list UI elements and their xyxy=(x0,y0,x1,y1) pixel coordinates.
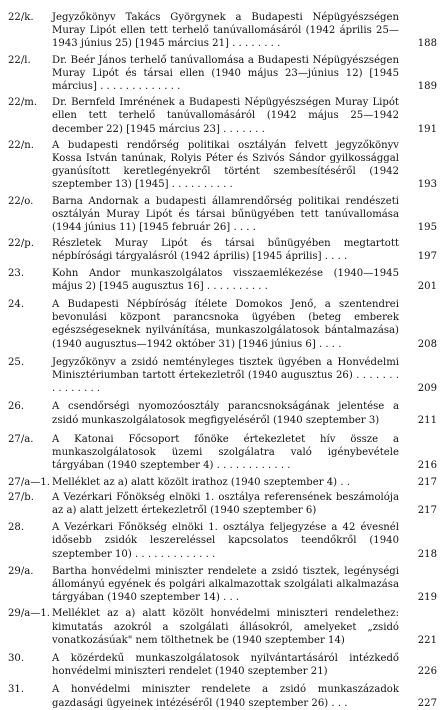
entry-page-number: 219 xyxy=(417,592,437,604)
entry-title: A honvédelmi miniszter rendelete a zsidó munkaszázadok gazdasági ügyeinek intézéséről (1940 szeptember 26) . . . xyxy=(52,684,399,709)
entry-page-number: 193 xyxy=(417,179,437,191)
entry-page-number: 197 xyxy=(417,251,437,263)
entry-number: 22/n. xyxy=(8,139,34,151)
entry-title: A közérdekű munkaszolgálatosok nyilvántartásáról intézkedő honvédelmi miniszteri rendelet (1940 szeptember 21) xyxy=(52,652,399,678)
entry-title: Jegyzőkönyv a zsidó nemtényleges tisztek ügyében a Honvédelmi Minisztériumban tartott értekezletről (1940 augusztus 26) . . . . . . . . . . . . . . . xyxy=(52,356,399,395)
entry-number: 27/a. xyxy=(8,433,34,445)
toc-entry xyxy=(0,195,447,235)
toc-entry xyxy=(0,521,447,561)
entry-number: 26. xyxy=(8,401,25,413)
toc-entry xyxy=(0,652,447,678)
entry-page-number: 201 xyxy=(417,280,437,292)
toc-entry xyxy=(0,491,447,517)
toc-entry xyxy=(0,476,447,489)
toc-entry xyxy=(0,400,447,426)
entry-page-number: 189 xyxy=(417,81,437,93)
toc-entry xyxy=(0,433,447,473)
toc-entry xyxy=(0,356,447,396)
entry-page-number: 208 xyxy=(417,338,437,350)
entry-page-number: 188 xyxy=(417,38,437,50)
entry-page-number: 217 xyxy=(417,476,437,488)
entry-number: 31. xyxy=(8,684,25,696)
toc-entry xyxy=(0,96,447,136)
entry-page-number: 227 xyxy=(417,697,437,709)
entry-page-number: 195 xyxy=(417,222,437,234)
entry-number: 29/a—1. xyxy=(8,608,50,620)
entry-number: 27/a—1. xyxy=(8,476,50,488)
toc-entry xyxy=(0,298,447,351)
toc-entry xyxy=(0,139,447,192)
entry-number: 30. xyxy=(8,652,25,664)
entry-title: A csendőrségi nyomozóosztály parancsnokságának jelentése a zsidó munkaszolgálatosok megfigyeléséről (1940 szeptember 3) xyxy=(52,401,399,426)
entry-number: 23. xyxy=(8,267,25,279)
entry-title: Melléklet az a) alatt közölt irathoz (1940 szeptember 4) . . xyxy=(52,476,350,488)
entry-page-number: 191 xyxy=(417,123,437,135)
entry-page-number: 221 xyxy=(417,634,437,646)
entry-number: 29/a. xyxy=(8,565,34,577)
entry-title: Barna Andornak a budapesti államrendőrség politikai rendészeti osztályán Muray Lipót és társai bűnügyében tett tanúvallomása (1944 június 11) [1945 február 26] . . . . xyxy=(52,195,399,234)
entry-title: A Vezérkari Főnökség elnöki 1. osztálya referensének beszámolója az a) alatt jelzett értekezletről (1940 szeptember 6) xyxy=(52,491,399,516)
entry-number: 27/b. xyxy=(8,491,34,503)
entry-page-number: 216 xyxy=(417,460,437,472)
entry-title: Kohn Andor munkaszolgálatos visszaemlékezése (1940—1945 május 2) [1945 augusztus 16] . . . . . . . . . . xyxy=(52,267,399,292)
entry-title: A Katonai Főcsoport főnöke értekezletet hív össze a munkaszolgálatosok üzemi szolgálatra való igénybevétele tárgyában (1940 szeptember 4) . . . . . . . . . . . . xyxy=(52,433,399,472)
entry-page-number: 209 xyxy=(417,383,437,395)
entry-title: Dr. Beér János terhelő tanúvallomása a Budapesti Népügyészségen Muray Lipót és társai ellen (1940 május 23—június 12) [1945 március] . . . . . . . . . . . . . xyxy=(52,54,399,93)
toc-entry xyxy=(0,607,447,647)
entry-page-number: 217 xyxy=(417,504,437,516)
entry-page-number: 218 xyxy=(417,548,437,560)
entry-number: 25. xyxy=(8,356,25,368)
entry-number: 22/k. xyxy=(8,12,34,23)
entry-title: Jegyzőkönyv Takács Györgynek a Budapesti Népügyészségen Muray Lipót ellen tett terhelő tanúvallomásáról (1942 április 25—1943 június 25) [1945 március 21] . . . . . . . . xyxy=(52,12,399,50)
entry-title: A Vezérkari Főnökség elnöki 1. osztálya feljegyzése a 42 évesnél idősebb zsidók leszereléssel kapcsolatos teendőkről (1940 szeptember 10) . . . . . . . . . . . . . xyxy=(52,522,399,560)
entry-number: 24. xyxy=(8,299,25,311)
toc-entry xyxy=(0,11,447,51)
entry-title: A Budapesti Népbíróság ítélete Domokos Jenő, a szentendrei bevonulási központ parancsnoka ügyében (beteg emberek egészségeseknek nyilvánítása, munkaszolgálatosok bántalmazása) (1940 augusztus—1942 október 31) [1946 június 6] . . . . xyxy=(52,299,399,350)
entry-page-number: 211 xyxy=(417,414,437,426)
toc-entry xyxy=(0,54,447,94)
entry-title: A budapesti rendőrség politikai osztályán felvett jegyzőkönyv Kossa István tanúnak, Rolyis Péter és Szivós Sándor gyilkossággal gyanúsított keretlegényekről történt szembesítéséről (1942 szeptember 13) [1945] . . . . . . . . . . xyxy=(52,139,399,191)
entry-number: 22/l. xyxy=(8,54,31,66)
entry-number: 22/m. xyxy=(8,97,38,109)
toc-entry xyxy=(0,683,447,709)
entry-number: 22/p. xyxy=(8,238,34,250)
entry-page-number: 226 xyxy=(417,666,437,678)
toc-entry xyxy=(0,267,447,293)
entry-title: Melléklet az a) alatt közölt honvédelmi miniszteri rendelethez: kimutatás azokról a szolgálati állásokról, amelyeket „zsidó vonatkozásúak" nem tölthetnek be (1940 szeptember 14) xyxy=(52,608,399,646)
entry-number: 22/o. xyxy=(8,195,34,207)
entry-title: Bartha honvédelmi miniszter rendelete a zsidó tisztek, legénységi állományú egyének és polgári alkalmazottak szolgálati alkalmazása tárgyában (1940 szeptember 14) . . . xyxy=(52,565,399,604)
entry-number: 28. xyxy=(8,522,25,534)
toc-entry xyxy=(0,237,447,263)
entry-title: Dr. Bernfeld Imrénének a Budapesti Népügyészségen Muray Lipót ellen tett terhelő tanúvallomásáról (1942 május 25—1942 december 22) [1945 március 23] . . . . . . . xyxy=(52,97,399,135)
toc-entry xyxy=(0,565,447,605)
entry-title: Részletek Muray Lipót és társai bűnügyében megtartott népbírósági tárgyalásról (1942 április) [1945 április] . . . . xyxy=(52,238,399,263)
